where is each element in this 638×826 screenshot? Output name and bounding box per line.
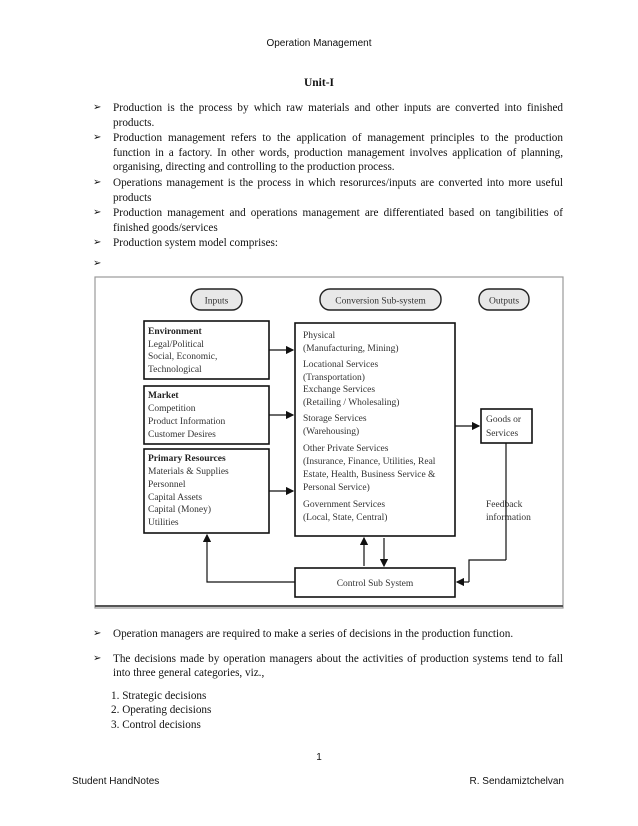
conversion-line: (Retailing / Wholesaling) (303, 398, 400, 408)
conversion-line: Other Private Services (303, 444, 389, 454)
production-system-diagram (94, 276, 564, 609)
unit-title: Unit-I (303, 77, 335, 89)
market-title: Market (148, 391, 179, 401)
conversion-label: Conversion Sub-system (335, 296, 426, 307)
bullet-item: ➢ The decisions made by operation managers about the activities of production systems tend to fall into three general categories, viz., (93, 652, 563, 680)
environment-title: Environment (148, 327, 202, 337)
primary-line: Personnel (148, 480, 186, 490)
feedback-line: Feedback (486, 500, 523, 510)
arrow-bullet-icon: ➢ (93, 258, 102, 269)
conversion-line: (Insurance, Finance, Utilities, Real (303, 457, 436, 467)
primary-line: Capital Assets (148, 493, 203, 503)
conversion-line: Exchange Services (303, 385, 376, 395)
arrow-bullet-icon: ➢ (93, 652, 102, 664)
conversion-line: Government Services (303, 500, 386, 510)
environment-line: Technological (148, 365, 202, 375)
arrow-bullet-icon: ➢ (93, 102, 102, 113)
page-number: 1 (316, 752, 322, 763)
bullet-list-decisions (93, 627, 563, 691)
bullet-item: ➢ Operations management is the process in which resorurces/inputs are converted into more useful products (93, 176, 563, 204)
environment-line: Social, Economic, (148, 352, 218, 362)
conversion-line: Personal Service) (303, 483, 370, 493)
primary-line: Materials & Supplies (148, 467, 229, 477)
conversion-line: (Warehousing) (303, 427, 360, 437)
bullet-item: ➢ Production management and operations management are differentiated based on tangibilities of finished goods/services (93, 207, 563, 234)
goods-line: Goods or (486, 415, 522, 425)
page-header: Operation Management (266, 38, 372, 49)
outputs-label: Outputs (488, 296, 520, 307)
conversion-line: Locational Services (303, 360, 379, 370)
conversion-line: (Local, State, Central) (303, 513, 388, 523)
arrow-bullet-icon: ➢ (93, 207, 102, 219)
primary-line: Capital (Money) (148, 505, 212, 515)
feedback-line: information (486, 513, 531, 523)
arrow-bullet-icon: ➢ (93, 237, 102, 249)
arrow-bullet-icon: ➢ (93, 132, 102, 144)
conversion-line: Physical (303, 331, 336, 341)
market-line: Customer Desires (148, 430, 216, 440)
control-label: Control Sub System (336, 579, 414, 589)
conversion-line: (Manufacturing, Mining) (303, 344, 399, 354)
footer-left: Student HandNotes (72, 776, 160, 787)
decision-item: 2. Operating decisions (111, 704, 212, 717)
market-line: Product Information (148, 417, 226, 427)
primary-title: Primary Resources (148, 454, 226, 464)
market-line: Competition (148, 404, 196, 414)
bullet-item: ➢ Production system model comprises: (93, 237, 278, 250)
bullet-list-intro (93, 101, 563, 252)
conversion-line: Estate, Health, Business Service & (303, 470, 436, 480)
arrow-bullet-icon: ➢ (93, 176, 102, 188)
bullet-item: ➢ Production management refers to the application of management principles to the production function in a factory. In other words, production management involves application of planning, organising, directing and controlling to the production process. (93, 132, 563, 174)
arrow-bullet-icon: ➢ (93, 628, 102, 639)
decision-item: 3. Control decisions (111, 718, 201, 731)
inputs-label: Inputs (204, 296, 229, 307)
decision-categories-list (111, 689, 211, 732)
bullet-item: ➢ Production is the process by which raw materials and other inputs are converted into finished products. (93, 102, 563, 129)
environment-line: Legal/Political (148, 340, 204, 350)
footer-right: R. Sendamiztchelvan (469, 776, 564, 787)
conversion-line: Storage Services (303, 414, 367, 424)
goods-line: Services (486, 429, 519, 439)
primary-line: Utilities (148, 518, 179, 528)
conversion-line: (Transportation) (303, 373, 365, 383)
bullet-item: ➢ Operation managers are required to make a series of decisions in the production function. (93, 628, 514, 640)
decision-item: 1. Strategic decisions (111, 690, 207, 702)
